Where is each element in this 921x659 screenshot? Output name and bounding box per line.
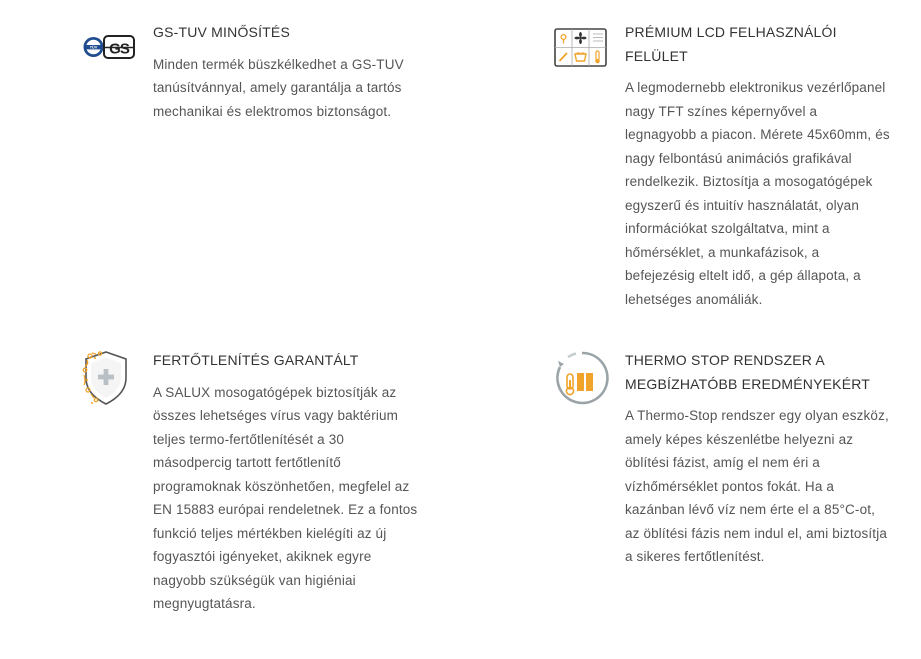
feature-text: A legmodernebb elektronikus vezérlőpanel nagy TFT színes képernyővel a legnagyobb a piacon. Mérete 45x60mm, és nagy felbontású animációs grafikával rendelkezik. Biztosítja a mosogatógépek egyszerű és intuitív használatát, olyan információkat szolgáltatva, mint a hőmérséklet, a munkafázisok, a befejezésig eltelt idő, a gép állapota, a lehetséges anomáliák.	[625, 80, 890, 307]
feature-text: Minden termék büszkélkedhet a GS-TUV tanúsítvánnyal, amely garantálja a tartós mechanikai és elektromos biztonságot.	[153, 56, 404, 119]
gs-tuv-certification-icon	[82, 21, 138, 77]
feature-title: GS-TUV MINŐSÍTÉS	[153, 24, 290, 40]
feature-thermo-content	[625, 349, 890, 569]
feature-title: FERTŐTLENÍTÉS GARANTÁLT	[153, 352, 359, 368]
shield-plus-icon	[82, 349, 138, 405]
feature-title: PRÉMIUM LCD FELHASZNÁLÓI FELÜLET	[625, 24, 837, 64]
feature-disinfection-content	[153, 349, 423, 616]
feature-lcd-content	[625, 21, 890, 311]
thermo-stop-icon	[554, 349, 610, 405]
feature-text: A SALUX mosogatógépek biztosítják az összes lehetséges vírus vagy baktérium teljes termo-fertőtlenítését a 30 másodpercig tartott fertőtlenítő programoknak köszönhetően, megfelel az EN 15883 európai rendeletnek. Ez a fontos funkció teljes mértékben kielégíti az új fogyasztói igényeket, akiknek egyre nagyobb szükségük van higiéniai megnyugtatásra.	[153, 384, 418, 611]
feature-text: A Thermo-Stop rendszer egy olyan eszköz, amely képes készenlétbe helyezni az öblítési fázist, amíg el nem éri a vízhőmérséklet pontos fokát. Ha a kazánban lévő víz nem érte el a 85°C-ot, az öblítési fázis nem indul el, ami biztosítja a sikeres fertőtlenítést.	[625, 408, 889, 564]
svg-text:GS: GS	[109, 40, 129, 58]
feature-title: THERMO STOP RENDSZER A MEGBÍZHATÓBB EREDMÉNYEKÉRT	[625, 352, 871, 392]
lcd-panel-icon	[554, 21, 610, 77]
svg-text:TÜV: TÜV	[89, 45, 98, 50]
feature-gs-content	[153, 21, 423, 123]
